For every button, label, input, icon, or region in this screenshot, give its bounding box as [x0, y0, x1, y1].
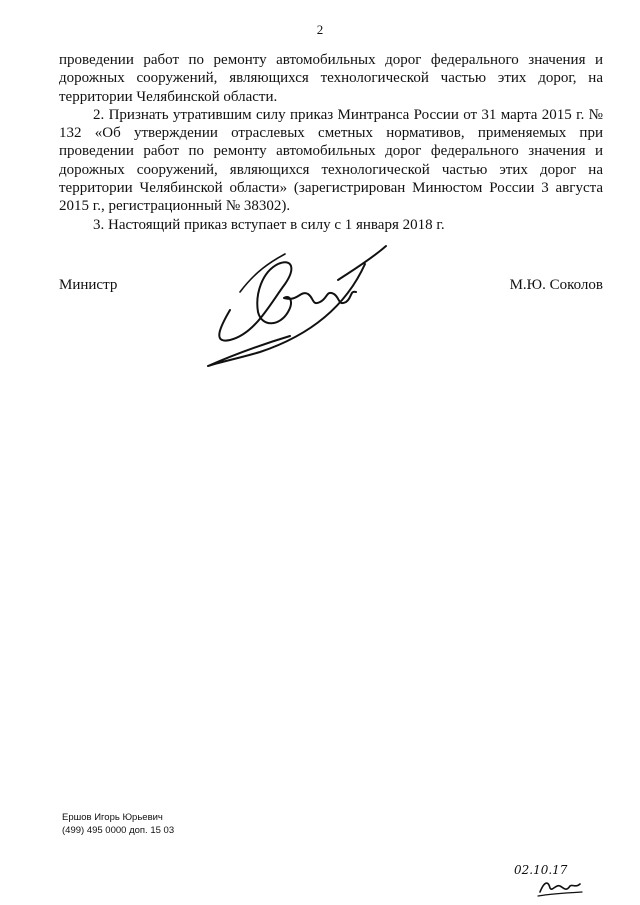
executor-phone: (499) 495 0000 доп. 15 03 [62, 825, 175, 836]
paragraph-2: 2. Признать утратившим силу приказ Минтранса России от 31 марта 2015 г. № 132 «Об утверждении отраслевых сметных нормативов, применяемых при проведении работ по ремонту автомобильных дорог федерального значения и дорожных сооружений, являющихся технологической частью этих дорог на территории Челябинской области» (зарегистрирован Минюстом России 3 августа 2015 г., регистрационный № 38302). [59, 106, 603, 215]
page-number: 2 [316, 22, 324, 37]
executor-name: Ершов Игорь Юрьевич [62, 812, 163, 823]
handwritten-date-text: 02.10.17 [514, 863, 568, 877]
handwritten-signature [200, 232, 390, 372]
signer-position: Министр [59, 277, 118, 293]
handwritten-date-mark [510, 858, 590, 898]
paragraph-continuation: проведении работ по ремонту автомобильных дорог федерального значения и дорожных сооружений, являющихся технологической частью этих дорог, на территории Челябинской области. [59, 52, 603, 105]
signer-name: М.Ю. Соколов [509, 277, 603, 293]
executor-info [62, 811, 174, 837]
paragraph-3: 3. Настоящий приказ вступает в силу с 1 января 2018 г. [93, 216, 445, 233]
document-body [59, 51, 603, 234]
